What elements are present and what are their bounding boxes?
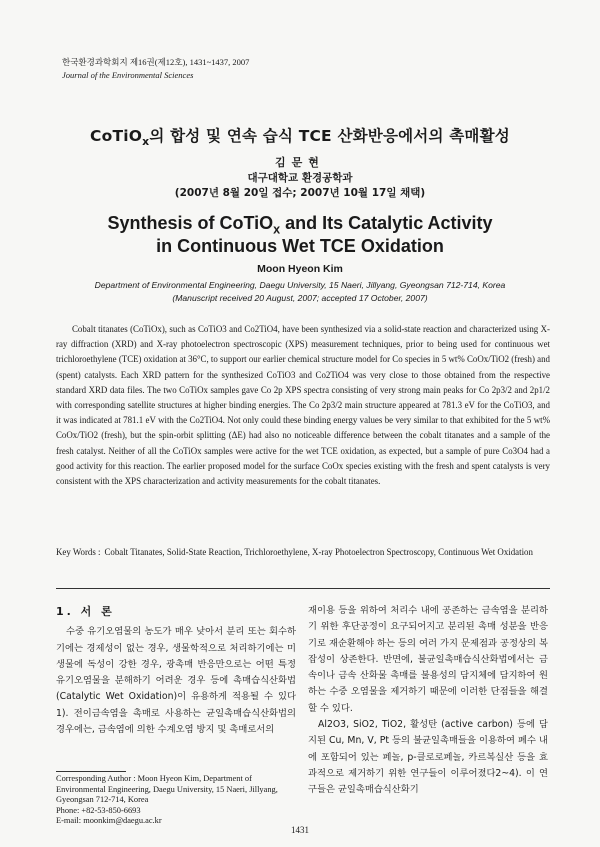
footnote-phone: Phone: +82-53-850-6693 [56,805,141,815]
journal-info [62,56,249,82]
intro-paragraph-1-continued: 재이용 등을 위하여 처리수 내에 공존하는 금속염을 분리하기 위한 후단공정이 요구되어지고 분리된 촉매 성분을 반응기로 재순환해야 하는 등의 여러 가지 문제점과 공정상의 복잡성이 상존한다. 반면에, 불균일촉매습식산화법에서는 금속이나 금속 산화물 촉매를 불용성의 담지체에 담지하여 원하는 수중 오염물을 제거하기 때문에 이러한 단점들을 해결할 수 있다. [308,605,548,714]
keywords-text: Cobalt Titanates, Solid-State Reaction, Trichloroethylene, X-ray Photoelectron Spectroscopy, Continuous Wet Oxidation [104,547,533,557]
abstract [56,322,550,489]
korean-affiliation: 대구대학교 환경공학과 [247,172,353,184]
korean-title: CoTiO$_x$의 합성 및 연속 습식 TCE 산화반응에서의 촉매활성 [90,127,510,149]
keywords-label: Key Words : [56,547,101,557]
left-column [56,604,296,738]
intro-paragraph-1: 수중 유기오염물의 농도가 매우 낮아서 분리 또는 회수하기에는 경제성이 없는 경우, 생물학적으로 처리하기에는 미생물에 독성이 강한 경우, 광촉매 반응만으로는 어떤 특정 유기오염물을 분해하기 어려운 경우 등에 촉매습식산화법 (Catalytic Wet Oxidation)이 유용하게 적용될 수 있다1). 전이금속염을 촉매로 사용하는 균일촉매습식산화법의 경우에는, 금속염에 의한 수계오염 방지 및 촉매로서의 [56,626,296,736]
section-heading: 1. 서 론 [56,605,115,618]
english-title-line2: in Continuous Wet TCE Oxidation [156,236,444,256]
footnote-author: Corresponding Author : Moon Hyeon Kim, Department of Environmental Engineering, Daegu University, 15 Naeri, Jillyang, Gyeongsan 712-714, Korea [56,774,278,805]
footnote-rule [56,771,126,772]
right-column [308,603,548,799]
english-author: Moon Hyeon Kim [257,263,343,275]
english-title [0,212,600,258]
keywords [56,544,550,560]
manuscript-dates: (Manuscript received 20 August, 2007; accepted 17 October, 2007) [172,293,428,303]
abstract-text: Cobalt titanates (CoTiOx), such as CoTiO3 and Co2TiO4, have been synthesized via a solid-state reaction and characterized using X-ray diffraction (XRD) and X-ray photoelectron spectroscopic (XPS) measurement techniques, prior to being used for continuous wet trichloroethylene (TCE) oxidation at 36°C, to support our earlier chemical structure model for Co species in 5 wt% CoOx/TiO2 (fresh) and (spent) catalysts. Each XRD pattern for the synthesized CoTiO3 and Co2TiO4 was very close to those obtained from the respective standard XRD data files. The two CoTiOx samples gave Co 2p XPS spectra consisting of very strong main peaks for Co 2p3/2 and 2p1/2 with corresponding satellite structures at higher binding energies. The Co 2p3/2 main structure appeared at 781.3 eV for the CoTiO3, and it was indicated at 781.1 eV with the Co2TiO4. Not only could these binding energy values be very similar to that exhibited for the 5 wt% CoOx/TiO2 (fresh), but the spin-orbit splitting (ΔE) had also no noticeable difference between the cobalt titanates and a sample of the fresh catalyst. Neither of all the CoTiOx samples were active for the wet TCE oxidation, as expected, but a sample of pure Co3O4 had a good activity for this reaction. The earlier proposed model for the surface CoOx species existing with the fresh and spent catalysts is very consistent with the XPS characterization and activity measurements for the cobalt titanates. [56,324,550,487]
page-number: 1431 [291,825,309,835]
intro-paragraph-2: Al2O3, SiO2, TiO2, 활성탄 (active carbon) 등에 담지된 Cu, Mn, V, Pt 등의 불균일촉매들을 이용하여 폐수 내에 포함되어 있는 페놀, p-클로로페놀, 카르복실산 등을 효과적으로 제거하기 위한 연구들이 이루어졌다2~4). 이 연구들은 균일촉매습식산화기 [308,719,548,796]
english-affiliation: Department of Environmental Engineering, Daegu University, 15 Naeri, Jillyang, Gyeongsan 712-714, Korea [94,280,506,290]
footnote-email: E-mail: moonkim@daegu.ac.kr [56,816,162,826]
corresponding-author-footnote [56,774,296,827]
korean-author: 김문현 [275,156,325,169]
journal-korean-line: 한국환경과학회지 제16권(제12호), 1431~1437, 2007 [62,57,250,67]
english-affiliation-block [0,279,600,305]
journal-english-line: Journal of the Environmental Sciences [62,70,194,80]
section-divider [56,588,550,589]
english-title-line1: Synthesis of CoTiO$_x$ and Its Catalytic Activity [107,213,493,237]
korean-received-dates: (2007년 8월 20일 접수; 2007년 10월 17일 채택) [174,187,426,199]
